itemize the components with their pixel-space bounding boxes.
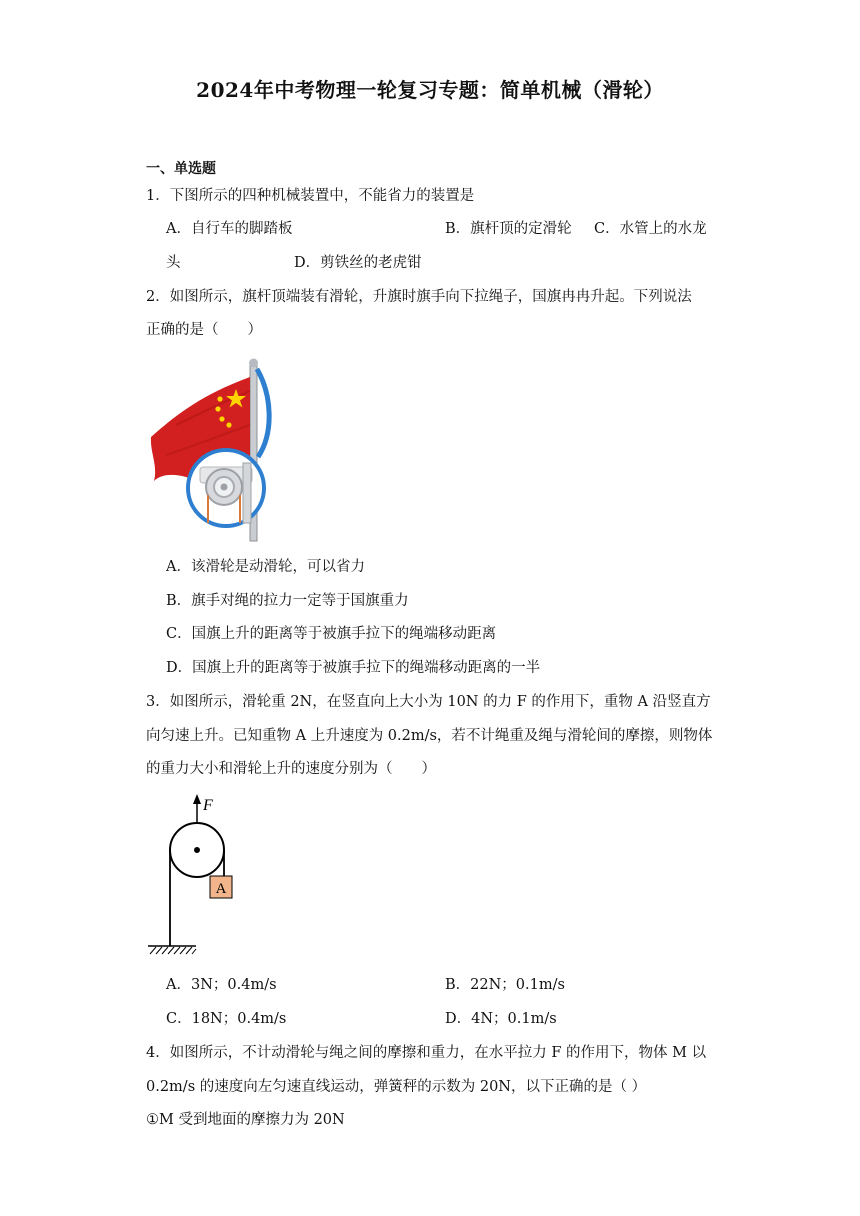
q1-stem: 1．下图所示的四种机械装置中，不能省力的装置是: [146, 188, 475, 204]
small-star: [226, 422, 231, 427]
q1-option-c: C．水管上的水龙: [594, 221, 707, 237]
q4-statement-1: ①M 受到地面的摩擦力为 20N: [146, 1112, 345, 1128]
q3-option-b: B．22N；0.1m/s: [445, 977, 565, 993]
q2-stem-line2: 正确的是（ ）: [146, 322, 262, 338]
flag-pulley-figure: [146, 355, 276, 545]
q1-option-a: A．自行车的脚踏板: [166, 221, 293, 237]
q1-option-b: B．旗杆顶的定滑轮: [445, 221, 572, 237]
q4-stem-line2: 0.2m/s 的速度向左匀速直线运动，弹簧秤的示数为 20N，以下正确的是（ ）: [146, 1079, 647, 1095]
q4-stem-line1: 4．如图所示，不计动滑轮与绳之间的摩擦和重力，在水平拉力 F 的作用下，物体 M 以: [146, 1045, 707, 1061]
arrow-head-icon: [193, 794, 201, 804]
pulley-callout-arc: [257, 369, 269, 457]
ground-hatching: [150, 947, 196, 954]
small-star: [219, 416, 224, 421]
q2-stem-line1: 2．如图所示，旗杆顶端装有滑轮，升旗时旗手向下拉绳子，国旗冉冉升起。下列说法: [146, 289, 692, 305]
q3-stem-line3: 的重力大小和滑轮上升的速度分别为（ ）: [146, 761, 436, 777]
q3-option-a: A．3N；0.4m/s: [166, 977, 277, 993]
q1-option-c-continued: 头: [166, 255, 181, 271]
q2-option-a: A．该滑轮是动滑轮，可以省力: [166, 559, 365, 575]
pulley-axle: [194, 847, 200, 853]
section-heading: 一、单选题: [146, 161, 216, 177]
q2-option-b: B．旗手对绳的拉力一定等于国旗重力: [166, 593, 409, 609]
small-star: [217, 396, 222, 401]
q2-option-d: D．国旗上升的距离等于被旗手拉下的绳端移动距离的一半: [166, 660, 541, 676]
q2-option-c: C．国旗上升的距离等于被旗手拉下的绳端移动距离: [166, 626, 497, 642]
q1-option-d: D．剪铁丝的老虎钳: [294, 255, 422, 271]
block-label: A: [215, 881, 227, 897]
movable-pulley-figure: [140, 790, 250, 960]
page-title: 2024年中考物理一轮复习专题：简单机械（滑轮）: [196, 78, 664, 102]
q3-stem-line1: 3．如图所示，滑轮重 2N，在竖直向上大小为 10N 的力 F 的作用下，重物 A 沿竖直方: [146, 694, 711, 710]
small-star: [215, 406, 220, 411]
force-label: F: [203, 797, 213, 814]
flagpole-top: [249, 359, 258, 368]
q3-option-d: D．4N；0.1m/s: [445, 1011, 557, 1027]
q3-option-c: C．18N；0.4m/s: [166, 1011, 287, 1027]
q3-stem-line2: 向匀速上升。已知重物 A 上升速度为 0.2m/s，若不计绳重及绳与滑轮间的摩擦，则物体: [146, 728, 713, 744]
